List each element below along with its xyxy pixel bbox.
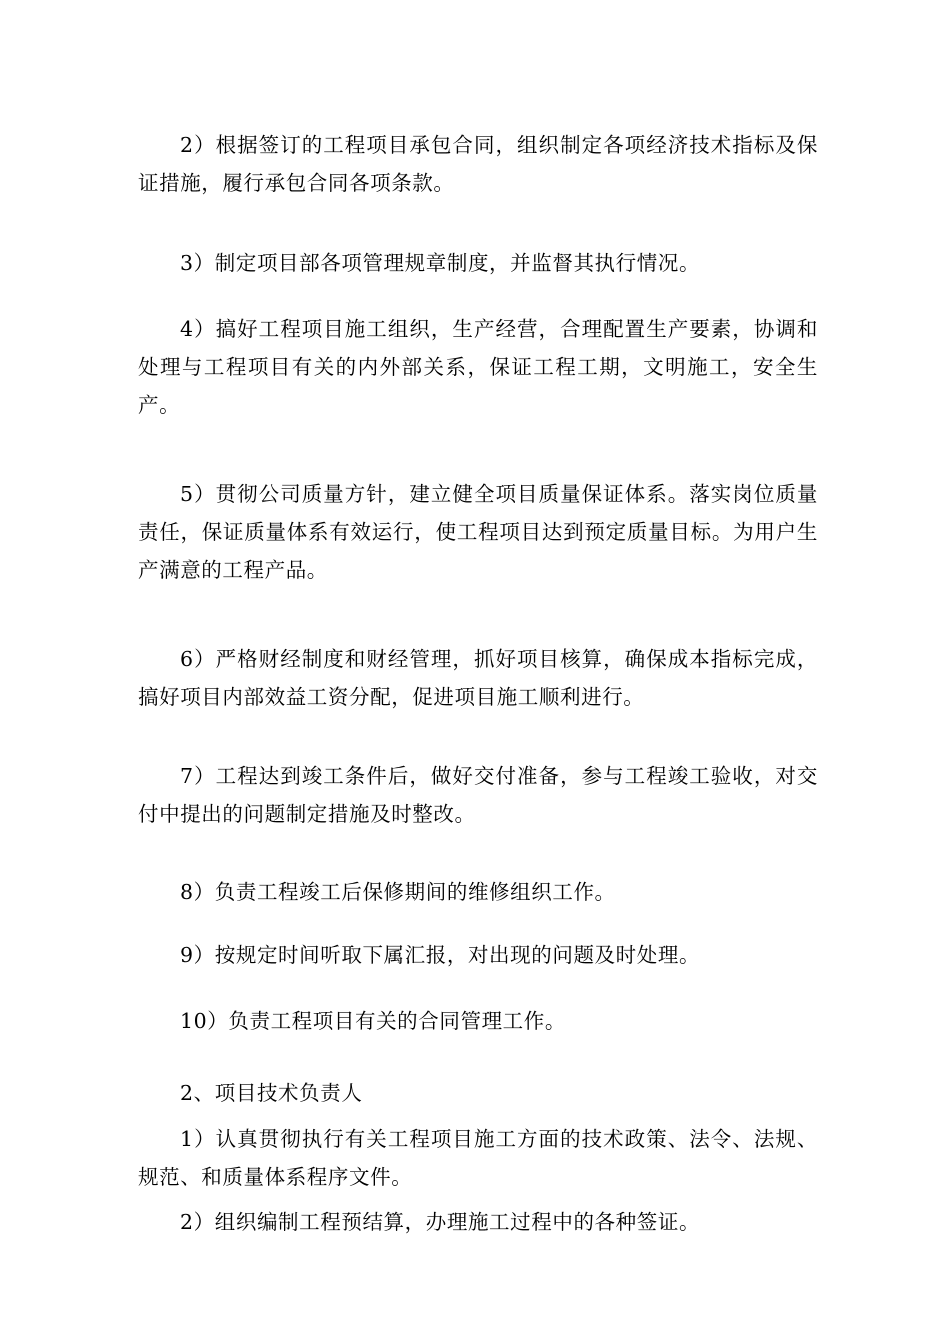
paragraph-tech-item-1: 1）认真贯彻执行有关工程项目施工方面的技术政策、法令、法规、规范、和质量体系程序文件。 bbox=[138, 1127, 818, 1189]
paragraph-item-10: 10）负责工程项目有关的合同管理工作。 bbox=[180, 1009, 566, 1033]
paragraph-item-7: 7）工程达到竣工条件后，做好交付准备，参与工程竣工验收，对交付中提出的问题制定措施及时整改。 bbox=[138, 764, 818, 826]
paragraph-item-9: 9）按规定时间听取下属汇报，对出现的问题及时处理。 bbox=[180, 943, 701, 967]
paragraph-item-2: 2）根据签订的工程项目承包合同，组织制定各项经济技术指标及保证措施，履行承包合同各项条款。 bbox=[138, 133, 818, 195]
paragraph-item-3: 3）制定项目部各项管理规章制度，并监督其执行情况。 bbox=[180, 251, 701, 275]
paragraph-item-4: 4）搞好工程项目施工组织，生产经营，合理配置生产要素，协调和处理与工程项目有关的内外部关系，保证工程工期，文明施工，安全生产。 bbox=[138, 317, 818, 417]
section-heading-tech-lead: 2、项目技术负责人 bbox=[180, 1081, 363, 1105]
paragraph-tech-item-2: 2）组织编制工程预结算，办理施工过程中的各种签证。 bbox=[180, 1210, 701, 1234]
paragraph-item-6: 6）严格财经制度和财经管理，抓好项目核算，确保成本指标完成，搞好项目内部效益工资分配，促进项目施工顺利进行。 bbox=[138, 647, 818, 709]
paragraph-item-8: 8）负责工程竣工后保修期间的维修组织工作。 bbox=[180, 880, 616, 904]
paragraph-item-5: 5）贯彻公司质量方针，建立健全项目质量保证体系。落实岗位质量责任，保证质量体系有效运行，使工程项目达到预定质量目标。为用户生产满意的工程产品。 bbox=[138, 482, 818, 582]
